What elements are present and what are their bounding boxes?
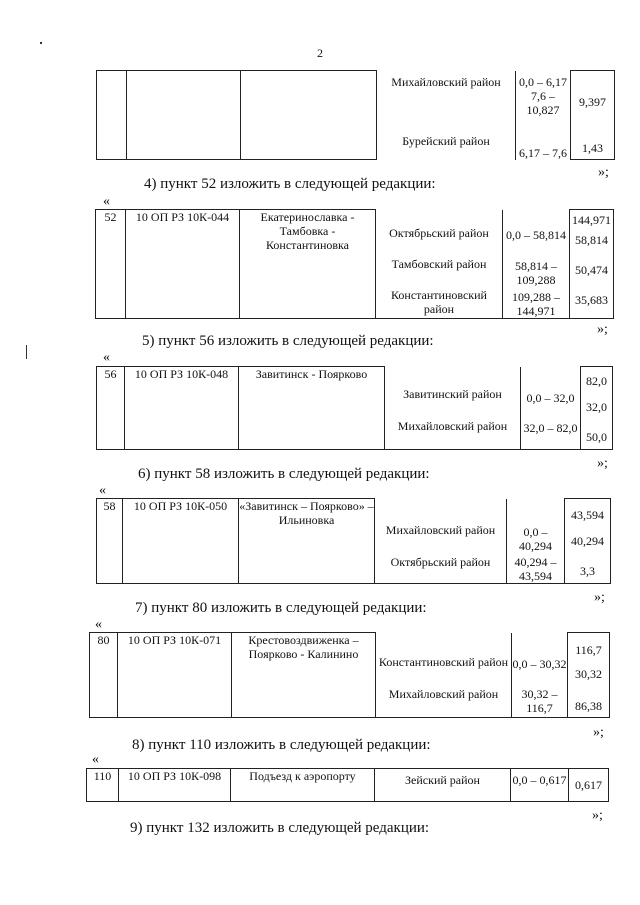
length-value: 50,474 xyxy=(575,263,608,277)
range-cell xyxy=(521,367,581,450)
range-label: 0,0 – 40,294 xyxy=(519,524,552,553)
section-heading: 6) пункт 58 изложить в следующей редакции: xyxy=(138,466,430,482)
district-label: Бурейский район xyxy=(402,133,490,148)
range-label: 32,0 – 82,0 xyxy=(523,420,578,435)
item-number: 110 xyxy=(87,769,119,802)
road-code: 10 ОП РЗ 10К-050 xyxy=(123,499,239,584)
length-value: 9,397 xyxy=(579,95,606,109)
range-label: 30,32 – 116,7 xyxy=(521,686,558,715)
total-length: 82,0 xyxy=(586,374,607,388)
total-length: 43,594 xyxy=(571,508,604,522)
district-label: Тамбовский район xyxy=(391,256,487,271)
range-label: 0,0 – 32,0 xyxy=(526,390,575,405)
road-name: Крестовоздвиженка – Поярково - Калинино xyxy=(232,633,376,718)
opening-quote: « xyxy=(95,617,102,632)
opening-quote: « xyxy=(92,752,99,767)
length-cell xyxy=(568,633,610,718)
road-table-58 xyxy=(96,498,611,584)
district-label: Октябрьский район xyxy=(390,554,491,569)
road-name: «Завитинск – Поярково» – Ильиновка xyxy=(239,499,375,584)
road-name: Завитинск - Поярково xyxy=(239,367,385,450)
closing-quote: »; xyxy=(597,456,608,471)
range-label: 58,814 – 109,288 xyxy=(515,258,557,287)
item-number: 56 xyxy=(97,367,125,450)
district-label: Константиновский район xyxy=(378,654,509,669)
range-cell xyxy=(507,499,565,584)
district-cell xyxy=(377,71,516,160)
cell-empty xyxy=(241,71,377,160)
road-name: Екатеринославка - Тамбовка - Константиновка xyxy=(240,210,376,319)
district-label: Константиновский район xyxy=(391,287,487,316)
length-value: 40,294 xyxy=(571,534,604,548)
cell-empty xyxy=(97,71,127,160)
closing-quote: »; xyxy=(597,322,608,337)
length-cell xyxy=(571,71,615,160)
item-number: 80 xyxy=(90,633,118,718)
section-heading: 4) пункт 52 изложить в следующей редакции: xyxy=(144,176,436,192)
total-length: 116,7 xyxy=(575,643,602,657)
district-label: Завитинский район xyxy=(403,386,502,401)
road-code: 10 ОП РЗ 10К-071 xyxy=(118,633,232,718)
range-label: 6,17 – 7,6 xyxy=(519,145,567,160)
page-number: 2 xyxy=(317,46,323,60)
road-code: 10 ОП РЗ 10К-048 xyxy=(125,367,239,450)
range-label: 0,0 – 6,17 7,6 – 10,827 xyxy=(519,74,567,117)
range-label: 109,288 – 144,971 xyxy=(512,289,560,318)
district-cell xyxy=(385,367,521,450)
road-table-110 xyxy=(86,768,609,802)
district-cell xyxy=(376,633,512,718)
district-label: Михайловский район xyxy=(391,74,501,89)
total-length: 144,971 xyxy=(572,213,611,227)
range-label: 0,0 – 30,32 xyxy=(512,656,567,671)
section-heading: 8) пункт 110 изложить в следующей редакции: xyxy=(132,737,431,753)
closing-quote: »; xyxy=(594,590,605,605)
length-value: 50,0 xyxy=(586,430,607,444)
range-cell xyxy=(512,633,568,718)
length-cell xyxy=(581,367,613,450)
range-cell xyxy=(516,71,571,160)
district-cell xyxy=(376,210,503,319)
cell-empty xyxy=(127,71,241,160)
district-label: Михайловский район xyxy=(385,522,496,537)
district-label: Михайловский район xyxy=(388,686,499,701)
length-cell xyxy=(570,210,614,319)
continuation-table xyxy=(96,70,615,160)
length-value: 32,0 xyxy=(586,400,607,414)
length-value: 86,38 xyxy=(575,699,602,713)
opening-quote: « xyxy=(103,350,110,365)
closing-quote: »; xyxy=(598,165,609,180)
closing-quote: »; xyxy=(593,725,604,740)
district-label: Михайловский район xyxy=(397,418,508,433)
opening-quote: « xyxy=(103,194,110,209)
length-cell xyxy=(565,499,611,584)
road-table-56 xyxy=(96,366,613,450)
scan-speck xyxy=(40,42,42,44)
road-table-80 xyxy=(89,632,610,718)
district-label: Зейский район xyxy=(375,769,511,802)
length-value: 0,617 xyxy=(569,769,609,802)
closing-quote: »; xyxy=(592,808,603,823)
section-heading: 5) пункт 56 изложить в следующей редакции: xyxy=(142,333,434,349)
range-label: 0,0 – 0,617 xyxy=(511,769,569,802)
section-heading: 9) пункт 132 изложить в следующей редакции: xyxy=(130,820,430,836)
road-code: 10 ОП РЗ 10К-044 xyxy=(126,210,240,319)
length-value: 30,32 xyxy=(575,667,602,681)
length-value: 1,43 xyxy=(582,141,603,155)
item-number: 52 xyxy=(96,210,126,319)
range-label: 0,0 – 58,814 xyxy=(506,227,566,242)
scan-speck xyxy=(26,345,27,359)
length-value: 3,3 xyxy=(580,564,595,578)
length-value: 58,814 xyxy=(575,233,608,247)
road-table-52 xyxy=(95,209,614,319)
section-heading: 7) пункт 80 изложить в следующей редакции: xyxy=(135,600,427,616)
range-cell xyxy=(503,210,570,319)
opening-quote: « xyxy=(99,483,106,498)
item-number: 58 xyxy=(97,499,123,584)
range-label: 40,294 – 43,594 xyxy=(514,554,557,583)
road-name: Подъезд к аэропорту xyxy=(231,769,375,802)
length-value: 35,683 xyxy=(575,293,608,307)
district-cell xyxy=(375,499,507,584)
road-code: 10 ОП РЗ 10К-098 xyxy=(119,769,231,802)
district-label: Октябрьский район xyxy=(389,225,489,240)
